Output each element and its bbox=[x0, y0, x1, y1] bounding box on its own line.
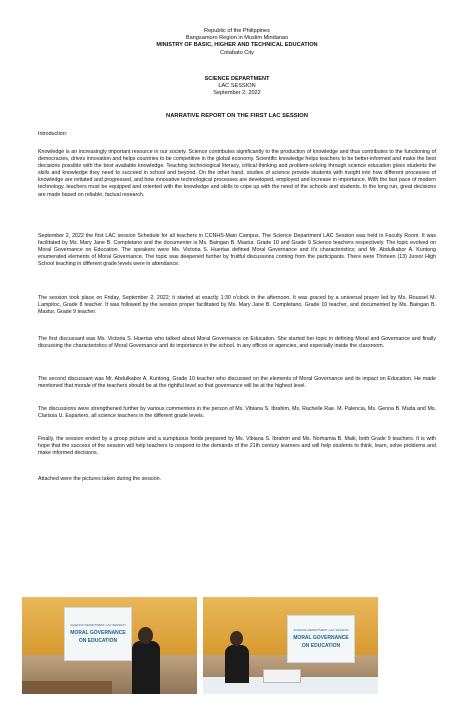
session-photo-left bbox=[22, 597, 197, 694]
department-name: SCIENCE DEPARTMENT bbox=[204, 76, 270, 82]
session-date: September 2, 2022 bbox=[213, 90, 261, 97]
speaker-head bbox=[138, 627, 153, 644]
screen-title-line-2: ON EDUCATION bbox=[78, 637, 118, 644]
screen-title-line-2: ON EDUCATION bbox=[301, 642, 341, 649]
speaker-figure bbox=[225, 645, 249, 683]
projection-screen bbox=[64, 607, 132, 661]
speaker-head bbox=[230, 631, 243, 646]
letterhead-line-2: Bangsamoro Region in Muslim Mindanao bbox=[185, 35, 289, 42]
screen-caption: SCIENCE DEPARTMENT LAC SESSION bbox=[293, 628, 349, 633]
letterhead-ministry: MINISTRY OF BASIC, HIGHER AND TECHNICAL EDUCATION bbox=[156, 42, 318, 49]
session-photo-right bbox=[203, 597, 378, 694]
screen-title-line-1: MORAL GOVERNANCE bbox=[293, 634, 349, 641]
paragraph-attachments: Attached were the pictures taken during the session. bbox=[38, 476, 162, 482]
table bbox=[22, 681, 112, 694]
letterhead bbox=[0, 28, 474, 57]
paragraph-second-discussant: The second discussant was Mr. Abdulkabor A. Kuntong, Grade 10 teacher who discussed on the elements of Moral Governance and its impact on Education. He made mentioned that morale of the teachers should be at the rightful level so that governance will be at the highest level. bbox=[38, 376, 436, 390]
session-name: LAC SESSION bbox=[218, 83, 256, 90]
department-block bbox=[0, 76, 474, 98]
screen-caption: SCIENCE DEPARTMENT LAC SESSION bbox=[70, 623, 126, 628]
projector bbox=[263, 669, 301, 683]
paragraph-schedule: The session took place on Friday, September 2, 2022; it started at exactly 1:30 o'clock in the afternoon. It was graced by a universal prayer led by Ms. Roussel M. Lampitoc, Grade 8 teacher. It was followed by the session proper facilitated by Ms. Mary Jane B. Completano, Grade 10 teacher, and documented by Ms. Baingan B. Mastur, Grade 9 teacher. bbox=[38, 295, 436, 316]
paragraph-commenters: The discussions were strengthened further by various commenters in the person of Ms. Vibiana S. Ibrahim, Ms. Rachelle Rae. M. Palencia, Ms. Genna B. Muda and Ms. Clarissa U. Espartero, all science teachers in the different grade levels. bbox=[38, 406, 436, 420]
report-title: NARRATIVE REPORT ON THE FIRST LAC SESSION bbox=[166, 113, 308, 119]
projection-screen bbox=[287, 615, 355, 663]
screen-title-line-1: MORAL GOVERNANCE bbox=[70, 629, 126, 636]
letterhead-city: Cotabato City bbox=[220, 49, 254, 56]
speaker-figure bbox=[132, 641, 160, 694]
letterhead-line-1: Republic of the Philippines bbox=[204, 28, 270, 34]
paragraph-first-discussant: The first discussant was Ms. Victoria S. Huertas who talked about Moral Governance on Education. She started her topic in defining Moral and Governance and finally discussing the characteristics of Moral Governance and its importance in the school, in any offices or agencies, and especially inside the classroom. bbox=[38, 336, 436, 350]
paragraph-overview: September 2, 2022 the first LAC session Schedule for all teachers in CCNHS-Main Campus. The Science Department LAC Session was held in Faculty Room. It was facilitated by Ms. Mary Jane B. Completano and the documenter is Ms. Baingan B. Mastur, Grade 10 and Grade 9 Science teachers respectively. The topic evolved on Moral Governance on Education. The speakers were Ms. Victoria S. Huertas defined Moral Governance and it's characteristics; and Mr. Abdulkabor A. Kuntong enumerated elements of Moral Governance. The topic was deepened further by fruitful discussions coming from the participants. There were Thirteen (13) Junior High School teaching in different grade levels were in attendance. bbox=[38, 233, 436, 268]
paragraph-closing: Finally, the session ended by a group picture and a sumptuous foods prepared by Ms. Vibiana S. Ibrahim and Ms. Norhamia B. Maik, both Grade 9 teachers. It is with hope that the success of the session will help teachers to respond to the demands of the 21th century learners and will help students to think, learn, solve problems and make informed decisions. bbox=[38, 436, 436, 457]
introduction-heading: Introduction: bbox=[38, 131, 68, 137]
paragraph-introduction: Knowledge is an increasingly important resource in our society. Science contributes significantly to the production of knowledge and thus contributes to the functioning of democracies, drives innovation and helps countries to be competitive in the global economy. Scientific knowledge helps teachers to be better-informed and make the best decisions possible with the best available knowledge. Teaching technological literacy, critical thinking and problem-solving through science education gives students the skills and knowledge they need to succeed in school and beyond. On the other hand, studies of science provide students with insight into how different processes of knowledge are initiated and progressed, and how innovative technological processes are developed, employed and increase in importance. With the fast pace of modern technology, teachers must be equipped and oriented with the knowledge and skills to cope up with the need of the schools and students. In the long run, great decisions are made based on reliable, factual research. bbox=[38, 149, 436, 198]
